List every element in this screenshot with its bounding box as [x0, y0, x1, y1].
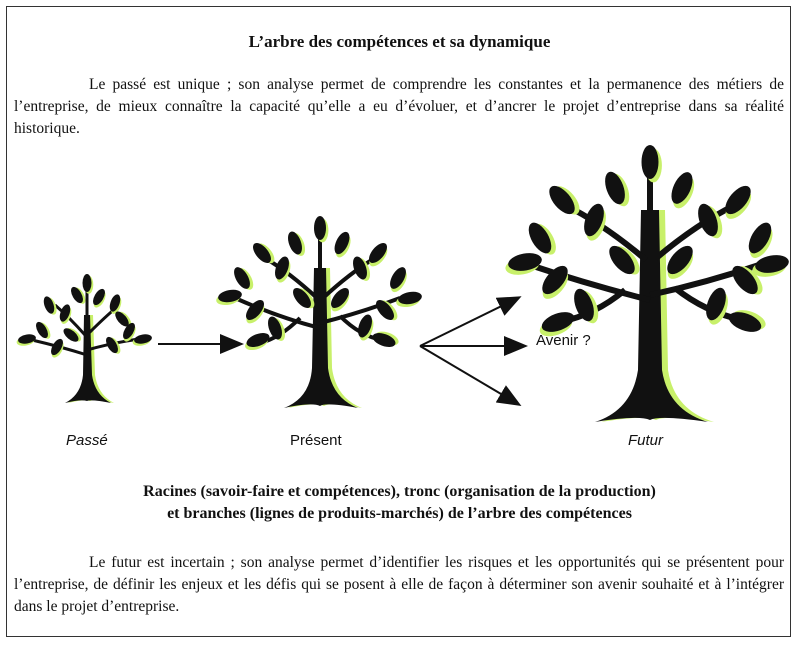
figure-title: L’arbre des compétences et sa dynamique: [248, 32, 551, 51]
tree-present: [215, 216, 423, 408]
paragraph-future: Le futur est incertain ; son analyse permet d’identifier les risques et les opportunités qui se présentent pour l’entreprise, de définir les enjeux et les défis qui se posent à elle de façon à déterminer son avenir souhaité et à l’intégrer dans le projet d’entreprise.: [14, 554, 784, 615]
arrows-to-future: [420, 298, 524, 404]
label-past: Passé: [66, 432, 108, 449]
label-future: Futur: [628, 432, 664, 449]
caption-line-1: Racines (savoir-faire et compétences), tronc (organisation de la production): [143, 483, 656, 500]
label-avenir: Avenir ?: [536, 332, 591, 349]
tree-past: [16, 274, 153, 403]
label-present: Présent: [290, 432, 342, 449]
caption-line-2: et branches (lignes de produits-marchés) de l’arbre des compétences: [167, 505, 632, 522]
paragraph-past: Le passé est unique ; son analyse permet de comprendre les constantes et la permanence des métiers de l’entreprise, de mieux connaître la capacité qu’elle a eu d’évoluer, et d’ancrer le projet d’entreprise dans sa réalité historique.: [14, 76, 784, 137]
tree-future: [503, 145, 790, 422]
